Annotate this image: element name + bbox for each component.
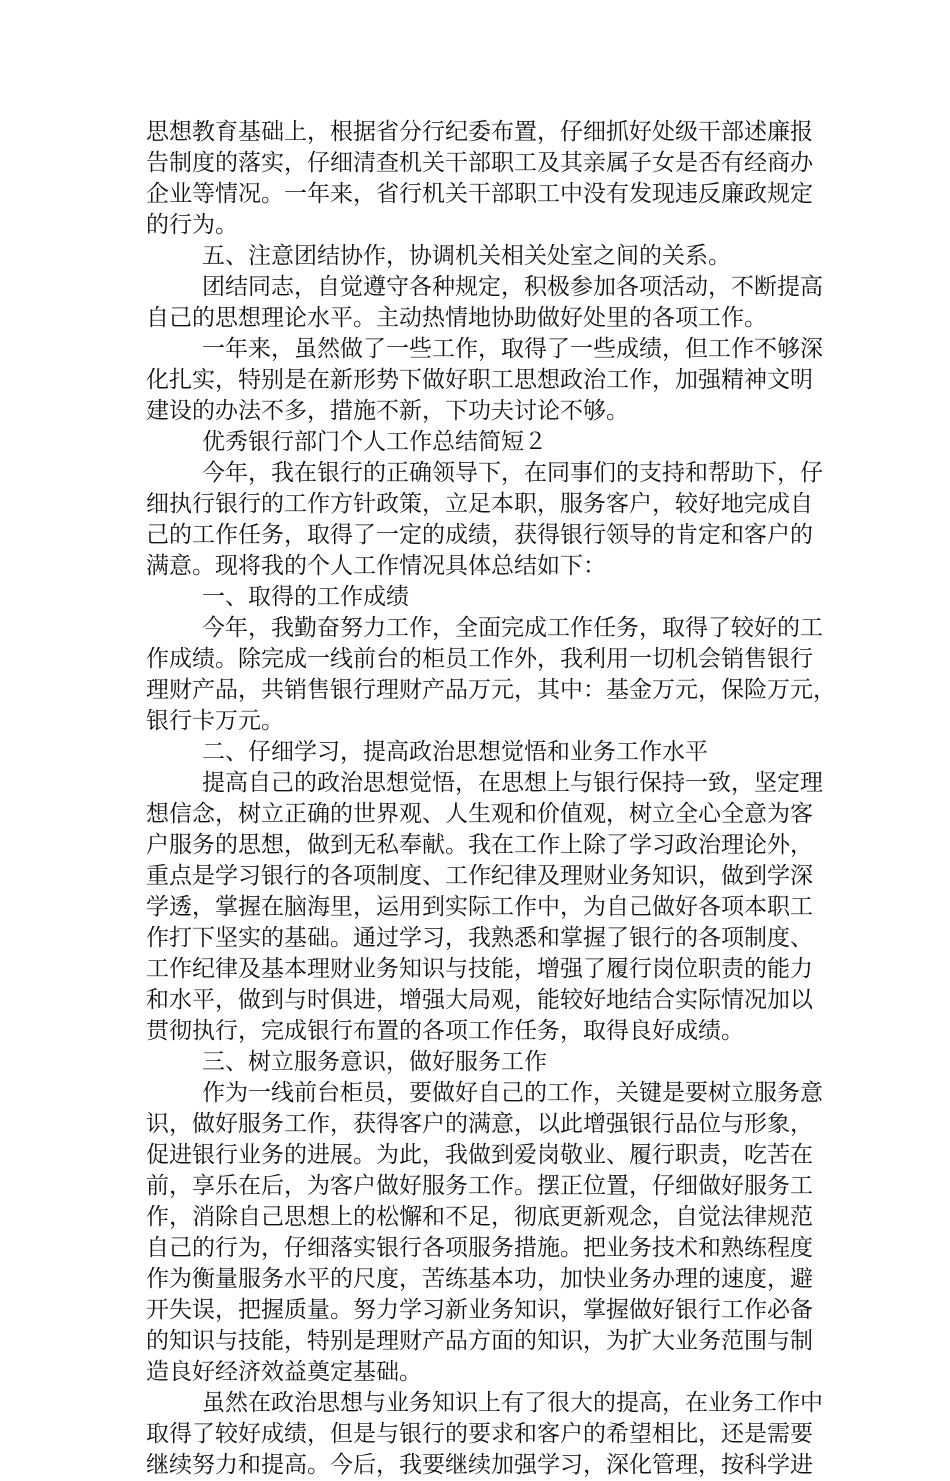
text-line: 取得了较好成绩，但是与银行的要求和客户的希望相比，还是需要 [146,1421,813,1447]
text-line: 的行为。 [146,212,238,238]
text-line: 作为一线前台柜员，要做好自己的工作，关键是要树立服务意 [202,1080,823,1106]
text-line: 一、取得的工作成绩 [202,584,409,610]
text-line: 学透，掌握在脑海里，运用到实际工作中，为自己做好各项本职工 [146,894,813,920]
text-line: 化扎实，特别是在新形势下做好职工思想政治工作，加强精神文明 [146,367,813,393]
text-line: 前，享乐在后，为客户做好服务工作。摆正位置，仔细做好服务工 [146,1173,813,1199]
text-line: 今年，我在银行的正确领导下，在同事们的支持和帮助下，仔 [202,460,823,486]
text-line: 的知识与技能，特别是理财产品方面的知识，为扩大业务范围与制 [146,1328,813,1354]
text-line: 满意。现将我的个人工作情况具体总结如下： [146,553,606,579]
document-body [146,117,836,1481]
text-line: 作为衡量服务水平的尺度，苦练基本功，加快业务办理的速度，避 [146,1266,813,1292]
text-line: 细执行银行的工作方针政策，立足本职，服务客户，较好地完成自 [146,491,813,517]
text-line: 提高自己的政治思想觉悟，在思想上与银行保持一致，坚定理 [202,770,823,796]
text-line: 工作纪律及基本理财业务知识与技能，增强了履行岗位职责的能力 [146,956,813,982]
text-line: 作成绩。除完成一线前台的柜员工作外，我利用一切机会销售银行 [146,646,813,672]
text-line: 自己的行为，仔细落实银行各项服务措施。把业务技术和熟练程度 [146,1235,813,1261]
text-line: 和水平，做到与时俱进，增强大局观，能较好地结合实际情况加以 [146,987,813,1013]
text-line: 重点是学习银行的各项制度、工作纪律及理财业务知识，做到学深 [146,863,813,889]
text-line: 五、注意团结协作，协调机关相关处室之间的关系。 [202,243,731,269]
text-line: 己的工作任务，取得了一定的成绩，获得银行领导的肯定和客户的 [146,522,813,548]
text-line: 识，做好服务工作，获得客户的满意，以此增强银行品位与形象， [146,1111,813,1137]
text-line: 继续努力和提高。今后，我要继续加强学习，深化管理，按科学进 [146,1452,813,1478]
text-line: 自己的思想理论水平。主动热情地协助做好处里的各项工作。 [146,305,767,331]
text-line: 促进银行业务的进展。为此，我做到爱岗敬业、履行职责，吃苦在 [146,1142,813,1168]
text-line: 作打下坚实的基础。通过学习，我熟悉和掌握了银行的各项制度、 [146,925,813,951]
text-line: 优秀银行部门个人工作总结简短２ [202,429,547,455]
text-line: 告制度的落实，仔细清查机关干部职工及其亲属子女是否有经商办 [146,150,813,176]
text-line: 思想教育基础上，根据省分行纪委布置，仔细抓好处级干部述廉报 [146,119,813,145]
text-line: 作，消除自己思想上的松懈和不足，彻底更新观念，自觉法律规范 [146,1204,813,1230]
text-line: 户服务的思想，做到无私奉献。我在工作上除了学习政治理论外， [146,832,813,858]
text-line: 团结同志，自觉遵守各种规定，积极参加各项活动，不断提高 [202,274,823,300]
text-line: 开失误，把握质量。努力学习新业务知识，掌握做好银行工作必备 [146,1297,813,1323]
text-line: 想信念，树立正确的世界观、人生观和价值观，树立全心全意为客 [146,801,813,827]
text-line: 今年，我勤奋努力工作，全面完成工作任务，取得了较好的工 [202,615,823,641]
text-line: 虽然在政治思想与业务知识上有了很大的提高，在业务工作中 [202,1390,823,1416]
text-line: 造良好经济效益奠定基础。 [146,1359,422,1385]
text-line: 二、仔细学习，提高政治思想觉悟和业务工作水平 [202,739,708,765]
text-line: 建设的办法不多，措施不新，下功夫讨论不够。 [146,398,629,424]
text-line: 银行卡万元。 [146,708,284,734]
text-line: 理财产品，共销售银行理财产品万元，其中：基金万元，保险万元， [146,677,836,703]
text-line: 贯彻执行，完成银行布置的各项工作任务，取得良好成绩。 [146,1018,744,1044]
text-line: 一年来，虽然做了一些工作，取得了一些成绩，但工作不够深 [202,336,823,362]
text-line: 三、树立服务意识，做好服务工作 [202,1049,547,1075]
text-line: 企业等情况。一年来，省行机关干部职工中没有发现违反廉政规定 [146,181,813,207]
